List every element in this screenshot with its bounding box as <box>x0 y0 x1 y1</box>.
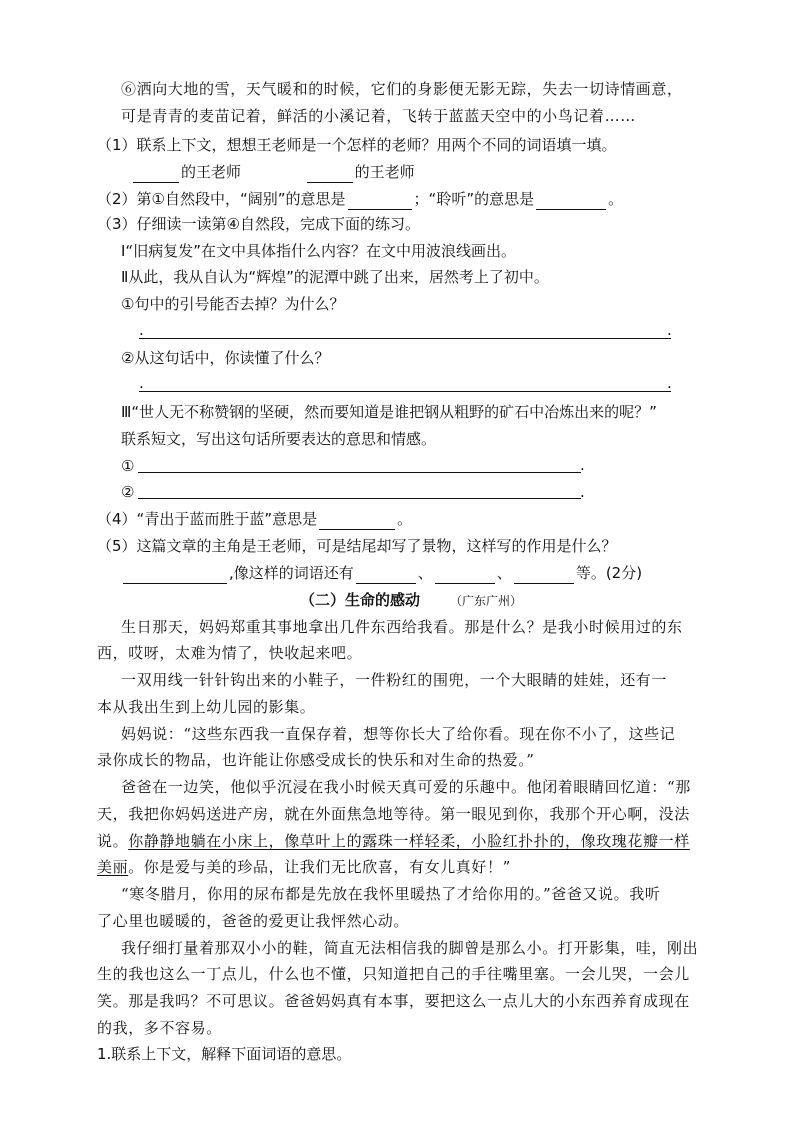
passage-line: 了心里也暖暖的，爸爸的爱更让我怦然心动。 <box>97 912 410 930</box>
line-dot: . <box>139 374 144 392</box>
passage-line: 一双用线一针针钩出来的小鞋子，一件粉红的围兜，一个大眼睛的娃娃，还有一 <box>121 671 668 689</box>
question-3-part-iii-a: Ⅲ“世人无不称赞钢的坚硬，然而要知道是谁把钢从粗野的矿石中冶炼出来的呢？” <box>121 403 657 421</box>
passage-text: 说。 <box>97 832 129 850</box>
question-5-sub: ,像这样的词语还有 <box>229 564 354 582</box>
question-1-prompt: （1）联系上下文，想想王老师是一个怎样的老师？用两个不同的词语填一填。 <box>97 136 617 154</box>
passage-line: 妈妈说：“这些东西我一直保存着，想等你长大了给你看。现在你不小了，这些记 <box>121 725 676 743</box>
question-1-answers <box>131 161 415 183</box>
passage-line: 的我，多不容易。 <box>97 1019 222 1037</box>
line-dot: . <box>580 456 585 474</box>
answer-line[interactable] <box>139 338 671 339</box>
answer-blank[interactable] <box>133 165 179 183</box>
answer-suffix: 的王老师 <box>354 163 415 181</box>
passage-line: 生日那天，妈妈郑重其事地拿出几件东西给我看。那是什么？是我小时候用过的东 <box>121 618 683 636</box>
answer-blank[interactable] <box>514 566 574 584</box>
section-title-text: （二）生命的感动 <box>300 591 421 609</box>
passage-line: 本从我出生到上幼儿园的影集。 <box>97 698 316 716</box>
passage-line: “寒冬腊月，你用的尿布都是先放在我怀里暖热了才给你用的。”爸爸又说。我听 <box>121 885 661 903</box>
question-2 <box>97 188 623 210</box>
passage-line-underlined <box>97 856 511 878</box>
passage-line: 录你成长的物品，也许能让你感受成长的快乐和对生命的热爱。” <box>97 751 535 769</box>
answer-blank[interactable] <box>319 512 395 530</box>
passage-line-underlined <box>97 830 690 852</box>
question-5-prompt: （5）这篇文章的主角是王老师，可是结尾却写了景物，这样写的作用是什么？ <box>97 537 617 555</box>
question-3-part-iii-b: 联系短文，写出这句话所要表达的意思和情感。 <box>121 430 437 448</box>
answer-blank[interactable] <box>307 165 353 183</box>
passage-line: 天，我把你妈妈送进产房，就在外面焦急地等待。第一眼见到你，我那个开心啊，没法 <box>97 805 690 823</box>
question-last: 1.联系上下文，解释下面词语的意思。 <box>97 1045 352 1063</box>
question-2-prefix: （2）第①自然段中，“阔别”的意思是 <box>97 190 346 208</box>
question-3-part-i: Ⅰ“旧病复发”在文中具体指什么内容？在文中用波浪线画出。 <box>121 242 516 260</box>
line-dot: . <box>667 374 672 392</box>
question-2-end: 。 <box>608 190 624 208</box>
question-3-part-ii: Ⅱ从此，我从自认为“辉煌”的泥潭中跳了出来，居然考上了初中。 <box>121 268 549 286</box>
separator: 、 <box>496 564 512 582</box>
line-dot: . <box>580 483 585 501</box>
line-dot: . <box>139 321 144 339</box>
answer-line[interactable] <box>138 472 581 473</box>
answer-blank[interactable] <box>123 566 227 584</box>
question-5-answers <box>121 562 642 584</box>
answer-blank[interactable] <box>536 192 606 210</box>
answer-line[interactable] <box>139 391 671 392</box>
answer-blank[interactable] <box>356 566 416 584</box>
answer-line[interactable] <box>138 498 581 499</box>
question-4 <box>97 508 412 530</box>
passage-line: 生的我也这么一丁点儿，什么也不懂，只知道把自己的手往嘴里塞。一会儿哭，一会儿 <box>97 965 690 983</box>
poem-line-2: 可是青青的麦苗记着，鲜活的小溪记着，飞转于蓝蓝天空中的小鸟记着…… <box>121 107 636 125</box>
passage-line: 我仔细打量着那双小小的鞋，简直无法相信我的脚曾是那么小。打开影集，哇，刚出 <box>121 939 699 957</box>
answer-1-label: ① <box>121 457 135 475</box>
passage-line: 西，哎呀，太难为情了，快收起来吧。 <box>97 644 363 662</box>
passage-line: 笑。那是我吗？不可思议。爸爸妈妈真有本事，要把这么一点儿大的小东西养育成现在 <box>97 992 690 1010</box>
line-dot: . <box>667 321 672 339</box>
answer-2-label: ② <box>121 483 135 501</box>
answer-blank[interactable] <box>435 566 495 584</box>
question-3-prompt: （3）仔细读一读第④自然段，完成下面的练习。 <box>97 215 420 233</box>
question-3-part-ii-2: ②从这句话中，你读懂了什么？ <box>121 349 330 367</box>
answer-blank[interactable] <box>348 192 412 210</box>
question-4-end: 。 <box>397 510 413 528</box>
question-3-part-ii-1: ①句中的引号能否去掉？为什么？ <box>121 295 345 313</box>
passage-text: 。你是爱与美的珍品，让我们无比欣喜，有女儿真好！” <box>128 858 511 876</box>
question-4-prefix: （4）“青出于蓝而胜于蓝”意思是 <box>97 510 318 528</box>
question-2-mid: ；“聆听”的意思是 <box>413 190 535 208</box>
section-source: （广东广州） <box>450 594 523 608</box>
passage-line: 爸爸在一边笑，他似乎沉浸在我小时候天真可爱的乐趣中。他闭着眼睛回忆道：“那 <box>121 778 691 796</box>
answer-suffix: 的王老师 <box>181 163 242 181</box>
separator: 、 <box>417 564 433 582</box>
poem-line-1: ⑥洒向大地的雪，天气暖和的时候，它们的身影便无影无踪，失去一切诗情画意， <box>121 80 683 98</box>
underlined-sentence: 你静静地躺在小床上，像草叶上的露珠一样轻柔，小脸红扑扑的，像玫瑰花瓣一样 <box>128 832 690 850</box>
question-5-end: 等。(2分) <box>575 564 643 582</box>
underlined-sentence: 美丽 <box>97 858 129 876</box>
section-title <box>300 589 522 612</box>
